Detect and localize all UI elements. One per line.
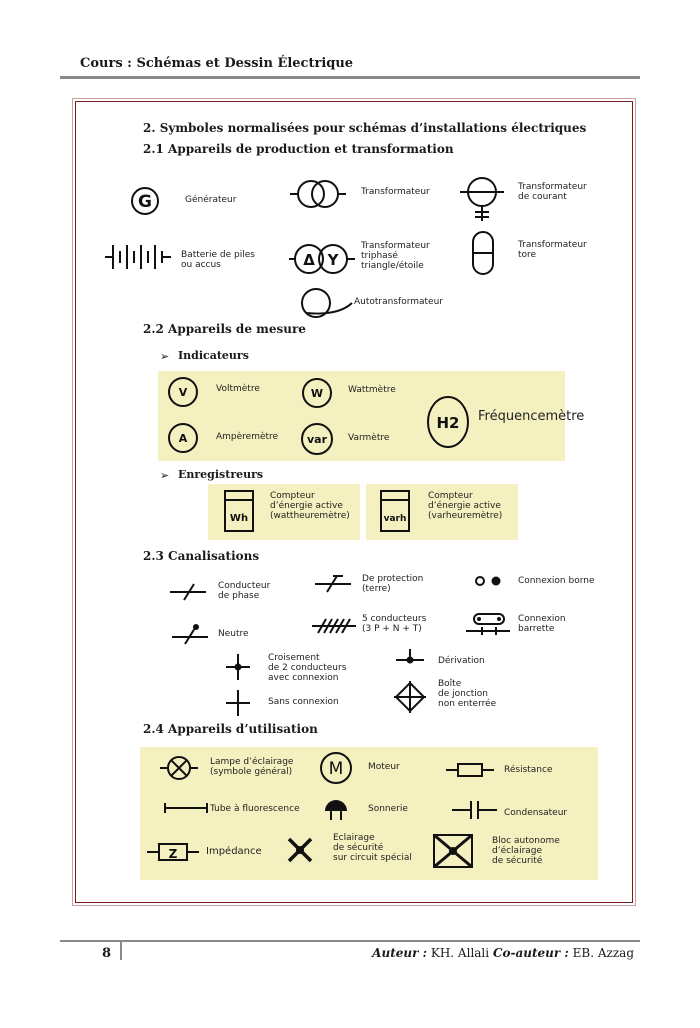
label-condensateur: Condensateur <box>504 808 568 818</box>
voltmeter-icon <box>166 375 200 409</box>
label-batterie: Batterie de piles ou accus <box>181 250 255 270</box>
varmeter-icon <box>299 422 337 456</box>
label-amperemetre: Ampèremètre <box>216 432 279 442</box>
author-label: Auteur : <box>372 946 428 960</box>
resistor-icon <box>446 760 496 780</box>
arrow-bullet-icon: ➢ <box>160 469 170 482</box>
wye-symbol: Y <box>327 251 339 269</box>
coauthor-name: EB. Azzag <box>572 946 634 960</box>
emergency-lighting-icon <box>286 836 314 864</box>
junction-box-icon <box>394 681 426 713</box>
frequency-meter-icon <box>425 394 471 450</box>
label-autotransformateur: Autotransformateur <box>354 297 444 307</box>
svg-text:W: W <box>310 387 324 400</box>
ammeter-icon <box>166 421 200 455</box>
crossing-connected-icon <box>226 654 250 680</box>
label-impedance: Impédance <box>206 846 262 857</box>
section-2-title: 2. Symboles normalisées pour schémas d’installations électriques <box>143 121 587 135</box>
svg-text:varh: varh <box>383 514 407 524</box>
subsection-indicateurs: Indicateurs <box>178 349 249 362</box>
label-croisement: Croisement de 2 conducteurs avec connexion <box>268 653 347 683</box>
autonomous-lighting-block-icon <box>432 833 474 869</box>
author-line <box>372 946 634 960</box>
section-2-4-title: 2.4 Appareils d’utilisation <box>143 722 318 736</box>
footer-rule <box>60 940 640 942</box>
label-resistance: Résistance <box>504 765 553 775</box>
fluorescent-tube-icon <box>163 800 209 816</box>
toroidal-transformer-icon <box>470 229 496 277</box>
section-2-2-title: 2.2 Appareils de mesure <box>143 322 306 336</box>
label-wattmetre: Wattmètre <box>348 385 396 395</box>
arrow-bullet-icon: ➢ <box>160 350 170 363</box>
label-eclairage-securite: Eclairage de sécurité sur circuit spécial <box>333 833 412 863</box>
three-phase-transformer-icon <box>289 241 359 277</box>
label-voltmetre: Voltmètre <box>216 384 260 394</box>
svg-text:V: V <box>178 386 188 399</box>
busbar-connection-icon <box>466 612 512 638</box>
label-tube: Tube à fluorescence <box>210 804 300 814</box>
battery-icon <box>105 241 175 273</box>
label-varmetre: Varmètre <box>348 433 390 443</box>
label-transformateur: Transformateur <box>361 187 430 197</box>
terminal-connection-icon <box>472 573 506 589</box>
page-number: 8 <box>102 946 112 961</box>
svg-text:Wh: Wh <box>229 513 249 524</box>
lamp-icon <box>160 755 200 781</box>
label-compteur-active: Compteur d’énergie active (wattheuremètre) <box>270 491 350 521</box>
label-moteur: Moteur <box>368 762 400 772</box>
label-protection: De protection (terre) <box>362 574 424 594</box>
label-connexion-barrette: Connexion barrette <box>518 614 566 634</box>
phase-conductor-icon <box>170 580 210 604</box>
label-bloc-autonome: Bloc autonome d’éclairage de sécurité <box>492 836 560 866</box>
svg-text:H2: H2 <box>436 414 460 432</box>
current-transformer-icon <box>460 175 504 225</box>
varhour-meter-icon <box>378 488 412 534</box>
label-derivation: Dérivation <box>438 656 485 666</box>
delta-symbol: Δ <box>303 251 315 269</box>
footer-tick <box>120 942 122 960</box>
autotransformer-icon <box>298 286 354 320</box>
label-neutre: Neutre <box>218 629 249 639</box>
watthour-meter-icon <box>222 488 256 534</box>
generator-symbol: G <box>138 192 152 212</box>
neutral-conductor-icon <box>172 621 212 645</box>
label-transfo-tore: Transformateur tore <box>518 240 587 260</box>
capacitor-icon <box>452 799 498 821</box>
label-lampe: Lampe d’éclairage (symbole général) <box>210 757 294 777</box>
label-compteur-reactive: Compteur d’énergie active (varheuremètre) <box>428 491 503 521</box>
transformer-icon <box>290 176 350 212</box>
svg-text:M: M <box>328 759 344 779</box>
label-frequencemetre: Fréquencemètre <box>478 409 585 424</box>
label-transfo-courant: Transformateur de courant <box>518 182 587 202</box>
svg-text:A: A <box>178 432 188 445</box>
wattmeter-icon <box>300 376 334 410</box>
label-generateur: Générateur <box>185 195 237 205</box>
section-2-1-title: 2.1 Appareils de production et transformation <box>143 142 454 156</box>
derivation-icon <box>396 649 424 669</box>
section-2-3-title: 2.3 Canalisations <box>143 549 260 563</box>
subsection-enregistreurs: Enregistreurs <box>178 468 264 481</box>
motor-icon <box>318 751 354 785</box>
label-conducteur-phase: Conducteur de phase <box>218 581 271 601</box>
label-sans-connexion: Sans connexion <box>268 697 339 707</box>
impedance-icon <box>147 840 201 864</box>
svg-text:var: var <box>306 433 328 446</box>
label-boite: Boîte de jonction non enterrée <box>438 679 497 709</box>
protective-earth-icon <box>315 572 355 596</box>
label-connexion-borne: Connexion borne <box>518 576 595 586</box>
label-sonnerie: Sonnerie <box>368 804 408 814</box>
bell-icon <box>322 797 350 821</box>
generator-icon <box>125 186 165 216</box>
header-rule <box>60 76 640 79</box>
svg-text:Z: Z <box>168 847 178 861</box>
five-conductors-icon <box>312 614 358 638</box>
coauthor-label: Co-auteur : <box>492 946 569 960</box>
label-cinq-conducteurs: 5 conducteurs (3 P + N + T) <box>362 614 427 634</box>
header-title: Cours : Schémas et Dessin Électrique <box>80 56 354 71</box>
crossing-no-connection-icon <box>226 690 250 716</box>
author-name: KH. Allali <box>430 946 490 960</box>
label-transfo-triphase: Transformateur triphasé triangle/étoile <box>361 241 430 271</box>
